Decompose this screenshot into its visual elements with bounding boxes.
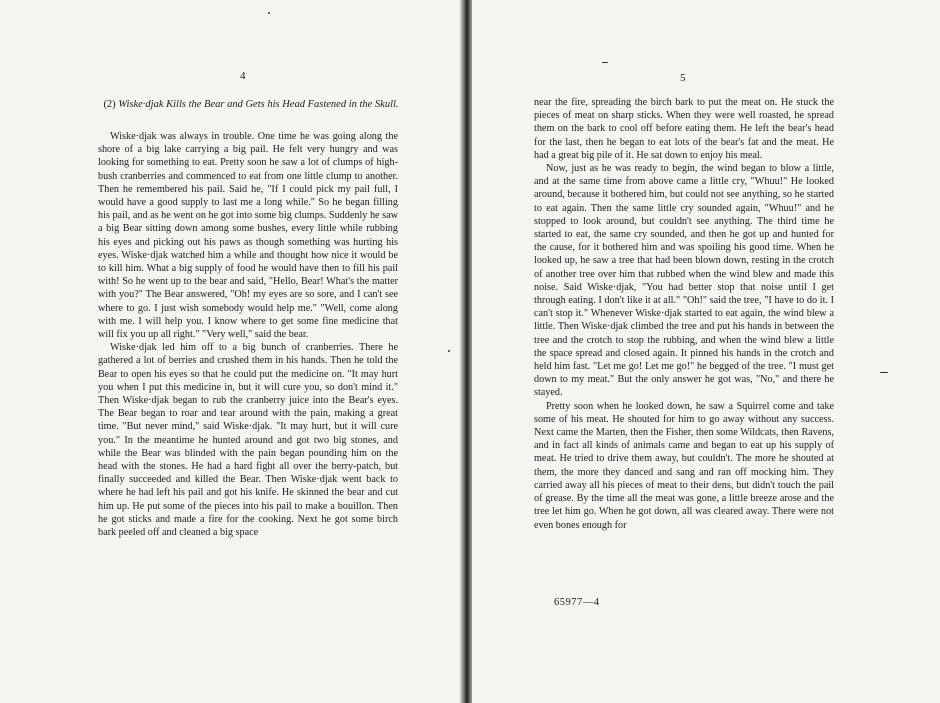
paragraph: Wiske·djak was always in trouble. One time he was going along the shore of a big lake carrying a big pail. He felt very hungry and was looking for something to eat. Pretty soon he saw a lot of clumps of high-bush cranberries and commenced to eat from one little clump to another. Then he remembered his pail. Said he, "If I could pick my pail full, I would have a good supply to last me a long while." So he began filling his pail, and as he went on he got into some big clumps. Suddenly he saw a big Bear sitting down among some bushes, every little while rubbing his eyes and picking out his paws as though something was hurting his eyes. Wiske·djak watched him a while and thought how nice it would be to kill him. What a big supply of food he would have then to fill his pail with! So he went up to the bear and said, "Hello, Bear! What's the matter with you?" The Bear answered, "Oh! my eyes are so sore, and I can't see where to go. I just wish somebody would help me." "Well, come along with me. I will help you. I know where to get some fine medicine that will fix you up all right." "Very well," said the bear.: [98, 131, 398, 341]
paragraph: Wiske·djak led him off to a big bunch of cranberries. There he gathered a lot of berries and crushed them in his hands. Then he told the Bear to open his eyes so that he could put the medicine on. "It may hurt you when I put this medicine in, but it will cure you, so don't mind it." Then Wiske·djak began to rub the cranberry juice into the Bear's eyes. The Bear began to roar and tear around with the pain, making a great time. "But never mind," said Wiske·djak. "It may hurt, but it will cure you." In the meantime he hunted around and got two big stones, and while the Bear was blinded with the pain began pounding him on the head with the stones. He had a hard fight all over the berry-patch, but finally succeeded and killed the Bear. Then Wiske·djak went back to where he had left his pail and got his knife. He skinned the bear and cut him up. He put some of the pieces into his pail to make a bouillon. Then he got sticks and made a fire for the cooking. Next he got some birch bark peeled off and cleaned a big space: [98, 342, 398, 539]
scan-speck: [448, 350, 450, 352]
footer-print-code: 65977—4: [554, 597, 600, 608]
page-number-right: 5: [680, 72, 686, 84]
right-page-text: [534, 96, 834, 532]
heading-title: Wiske·djak Kills the Bear and Gets his Head Fastened in the Skull.: [118, 99, 399, 110]
page-number-left: 4: [240, 70, 246, 82]
paragraph: near the fire, spreading the birch bark to put the meat on. He stuck the pieces of meat on sharp sticks. When they were well roasted, he spread them on the bark to cool off before eating them. He left the bear's head for the last, then he began to eat lots of the bear's fat and the meat. He had a great big pile of it. He sat down to enjoy his meal.: [534, 97, 834, 161]
left-page: [0, 0, 463, 703]
scan-speck: [880, 372, 888, 373]
paragraph: Pretty soon when he looked down, he saw a Squirrel come and take some of his meat. He shouted for him to go away without any success. Next came the Marten, then the Fisher, then some Wildcats, then Ravens, and in fact all kinds of animals came and began to eat up his supply of meat. He tried to drive them away, but couldn't. The more he shouted at them, the more they danced and sang and ran off mocking him. They carried away all his pieces of meat to their dens, but didn't touch the pail of grease. By the time all the meat was gone, a little breeze arose and the tree let him go. When he got down, all was cleared away. There were not even bones enough for: [534, 400, 834, 531]
story-heading: [96, 98, 406, 112]
left-page-text: [98, 130, 398, 539]
scan-speck: [268, 12, 270, 14]
scan-speck: [602, 62, 608, 63]
right-page: [472, 0, 940, 703]
heading-number: (2): [103, 99, 116, 110]
paragraph: Now, just as he was ready to begin, the wind began to blow a little, and at the same time from above came a little cry, "Whuu!" He looked around, because it bothered him, but could not see anything, so he started to eat again. Then the same little cry sounded again, "Whuu!" and he stopped to look around, but couldn't see anything. The third time he started to eat, the same cry sounded, and then he got up and hunted for the cause, for it bothered him and was spoiling his good time. When he looked up, he saw a tree that had been blown down, resting in the crotch of another tree over him that rubbed when the wind blew and made this noise. Said Wiske·djak, "You had better stop that noise until I get through eating. I don't like it at all." "Oh!" said the tree, "I have to do it. I can't stop it." Whenever Wiske·djak started to eat again, the wind blew a little. Then Wiske·djak climbed the tree and put his hands in between the tree and the crotch to stop the rubbing, and when the wind blew a little the space spread and closed again. It pinned his hands in the crotch and held him fast. "Let me go! Let me go!" he begged of the tree. "I must get down to my meat." But the only answer he got was, "No," and there he stayed.: [534, 163, 834, 399]
